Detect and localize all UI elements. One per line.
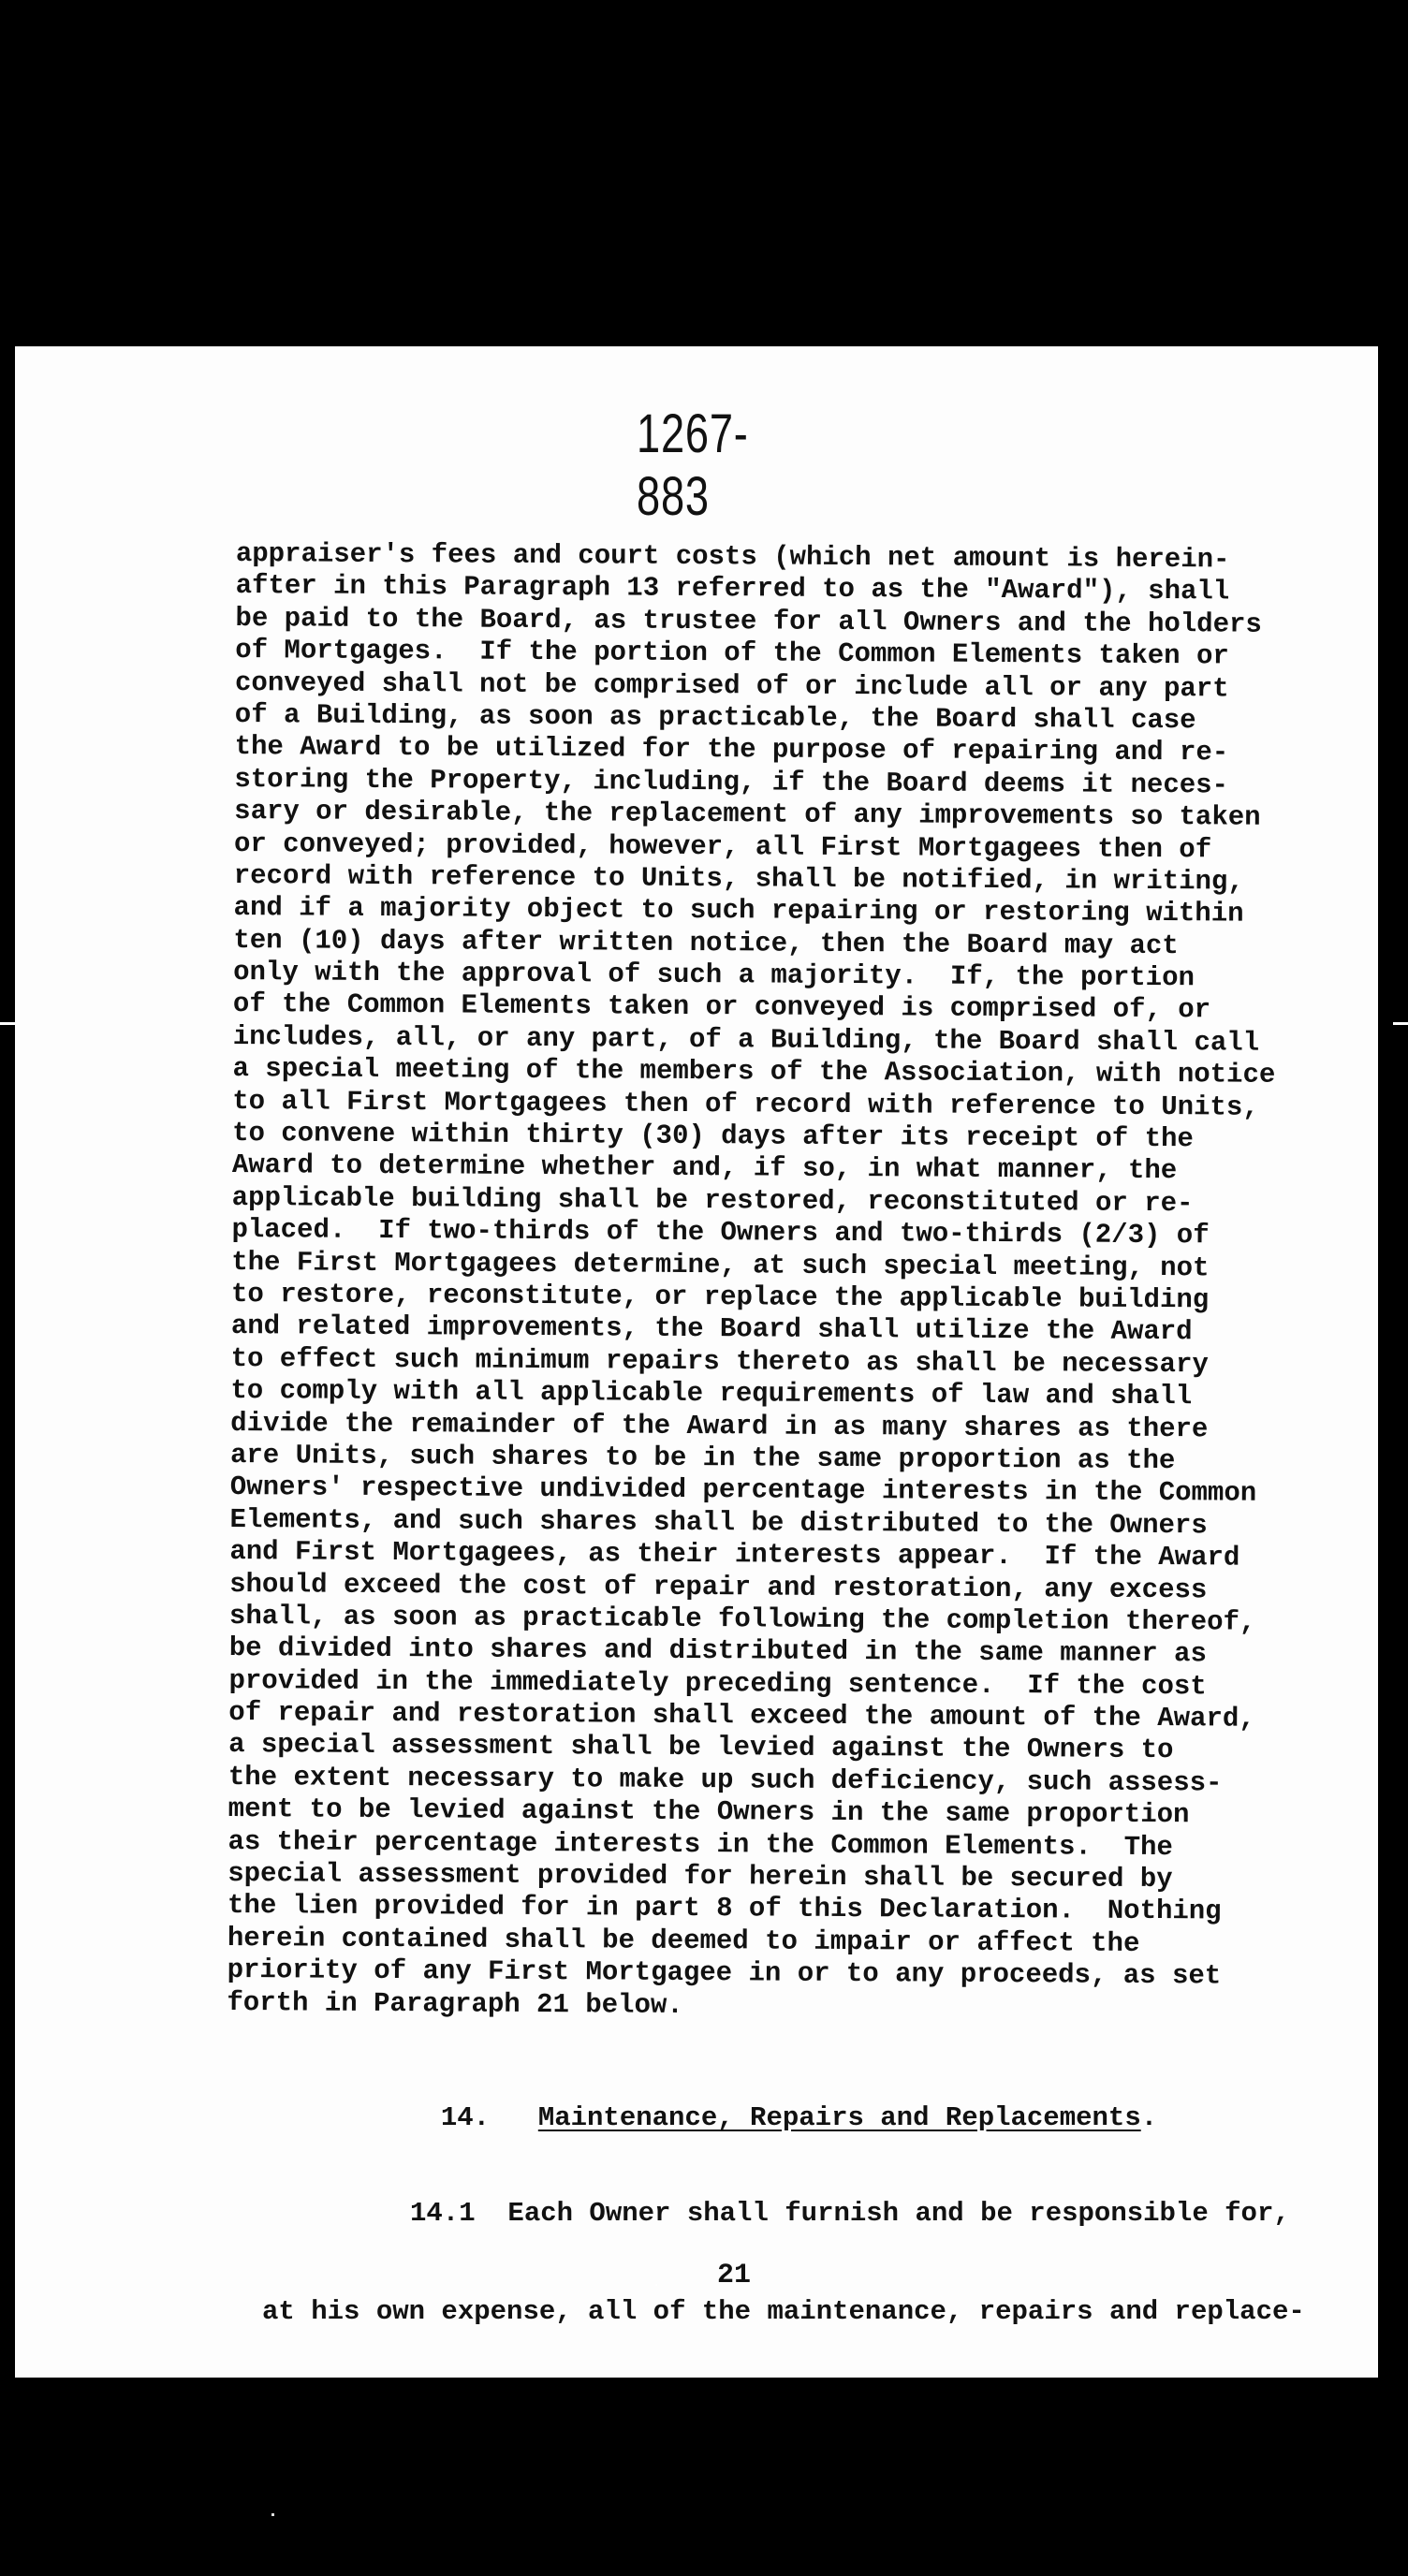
paragraph-14-1 (262, 2131, 1305, 2361)
scan-edge-mark-left (0, 1022, 15, 1025)
body-line: appraiser's fees and court costs (which net amount is herein- (235, 538, 1230, 576)
body-line: shall, as soon as practicable following the completion thereof, (228, 1600, 1256, 1638)
body-line: the extent necessary to make up such deficiency, such assess- (227, 1761, 1223, 1799)
body-line: includes, all, or any part, of a Building, the Board shall call (232, 1020, 1260, 1059)
body-line: Owners' respective undivided percentage interests in the Common (229, 1471, 1257, 1510)
scan-speck (271, 2513, 274, 2516)
body-line: conveyed shall not be comprised of or include all or any part (234, 666, 1229, 705)
body-line: and First Mortgagees, as their interests appear. If the Award (229, 1536, 1240, 1573)
paragraph-14-1-line-2: at his own expense, all of the maintenance, repairs and replace- (262, 2296, 1305, 2327)
body-line: a special assessment shall be levied against the Owners to (228, 1729, 1174, 1766)
body-line: or conveyed; provided, however, all First Mortgagees then of (233, 827, 1212, 865)
body-line: to restore, reconstitute, or replace the applicable building (230, 1278, 1210, 1316)
body-line: of a Building, as soon as practicable, the Board shall case (234, 698, 1196, 737)
body-line: priority of any First Mortgagee in or to any proceeds, as set (227, 1954, 1222, 1992)
section-title: Maintenance, Repairs and Replacements (537, 2102, 1141, 2133)
section-title-period: . (1140, 2102, 1158, 2133)
section-14-heading (408, 2071, 1157, 2133)
body-line: the Award to be utilized for the purpose of repairing and re- (234, 731, 1229, 768)
body-line: divide the remainder of the Award in as many shares as there (230, 1407, 1209, 1444)
body-line: the First Mortgagees determine, at such special meeting, not (231, 1246, 1210, 1283)
body-line: and related improvements, the Board shall utilize the Award (230, 1310, 1193, 1348)
body-line: sary or desirable, the replacement of any improvements so taken (234, 796, 1261, 833)
body-line: be paid to the Board, as trustee for all Owners and the holders (235, 602, 1262, 640)
paragraph-14-1-text-1: 14.1 Each Owner shall furnish and be responsible for, (410, 2198, 1290, 2229)
scan-speck (655, 2284, 657, 2286)
body-line: herein contained shall be deemed to impair or affect the (227, 1922, 1140, 1959)
body-line: be divided into shares and distributed in the same manner as (228, 1632, 1208, 1670)
body-line: of repair and restoration shall exceed the amount of the Award, (228, 1697, 1255, 1734)
body-line: are Units, such shares to be in the same proportion as the (229, 1439, 1176, 1477)
section-number: 14. (440, 2102, 491, 2133)
body-line: to comply with all applicable requirements of law and shall (230, 1375, 1193, 1412)
body-line: applicable building shall be restored, reconstituted or re- (231, 1181, 1194, 1220)
body-line: to all First Mortgagees then of record with reference to Units, (232, 1085, 1259, 1123)
body-line: only with the approval of such a majority. If, the portion (233, 957, 1195, 994)
body-line: of Mortgages. If the portion of the Common Elements taken or (235, 635, 1229, 672)
body-line: record with reference to Units, shall be notified, in writing, (233, 859, 1244, 898)
body-line: forth in Paragraph 21 below. (227, 1986, 683, 2021)
paragraph-14-1-line-1 (262, 2197, 1305, 2230)
body-line: placed. If two-thirds of the Owners and two-thirds (2/3) of (231, 1214, 1210, 1251)
page-number: 21 (717, 2260, 752, 2291)
body-line: of the Common Elements taken or conveyed is comprised of, or (232, 988, 1211, 1026)
body-line: to convene within thirty (30) days after its receipt of the (232, 1118, 1194, 1155)
body-line: should exceed the cost of repair and restoration, any excess (229, 1568, 1208, 1605)
body-line: ment to be levied against the Owners in the same proportion (227, 1793, 1190, 1831)
recording-number: 1267-883 (637, 403, 749, 527)
body-line: ten (10) days after written notice, then the Board may act (233, 924, 1179, 961)
body-line: storing the Property, including, if the Board deems it neces- (234, 763, 1229, 801)
body-line: the lien provided for in part 8 of this Declaration. Nothing (227, 1890, 1222, 1927)
body-line: special assessment provided for herein shall be secured by (227, 1857, 1173, 1895)
body-line: as their percentage interests in the Common Elements. The (227, 1825, 1173, 1863)
scan-edge-mark-right (1393, 1022, 1408, 1025)
body-line: provided in the immediately preceding sentence. If the cost (228, 1664, 1207, 1703)
body-line: and if a majority object to such repairing or restoring within (233, 892, 1244, 929)
paragraph-13-body (227, 538, 1331, 2026)
body-line: to effect such minimum repairs thereto as shall be necessary (230, 1342, 1209, 1381)
body-line: Elements, and such shares shall be distributed to the Owners (229, 1503, 1208, 1542)
body-line: after in this Paragraph 13 referred to as the "Award"), shall (235, 570, 1230, 607)
body-line: a special meeting of the members of the Association, with notice (232, 1053, 1276, 1091)
body-line: Award to determine whether and, if so, in what manner, the (231, 1149, 1178, 1187)
